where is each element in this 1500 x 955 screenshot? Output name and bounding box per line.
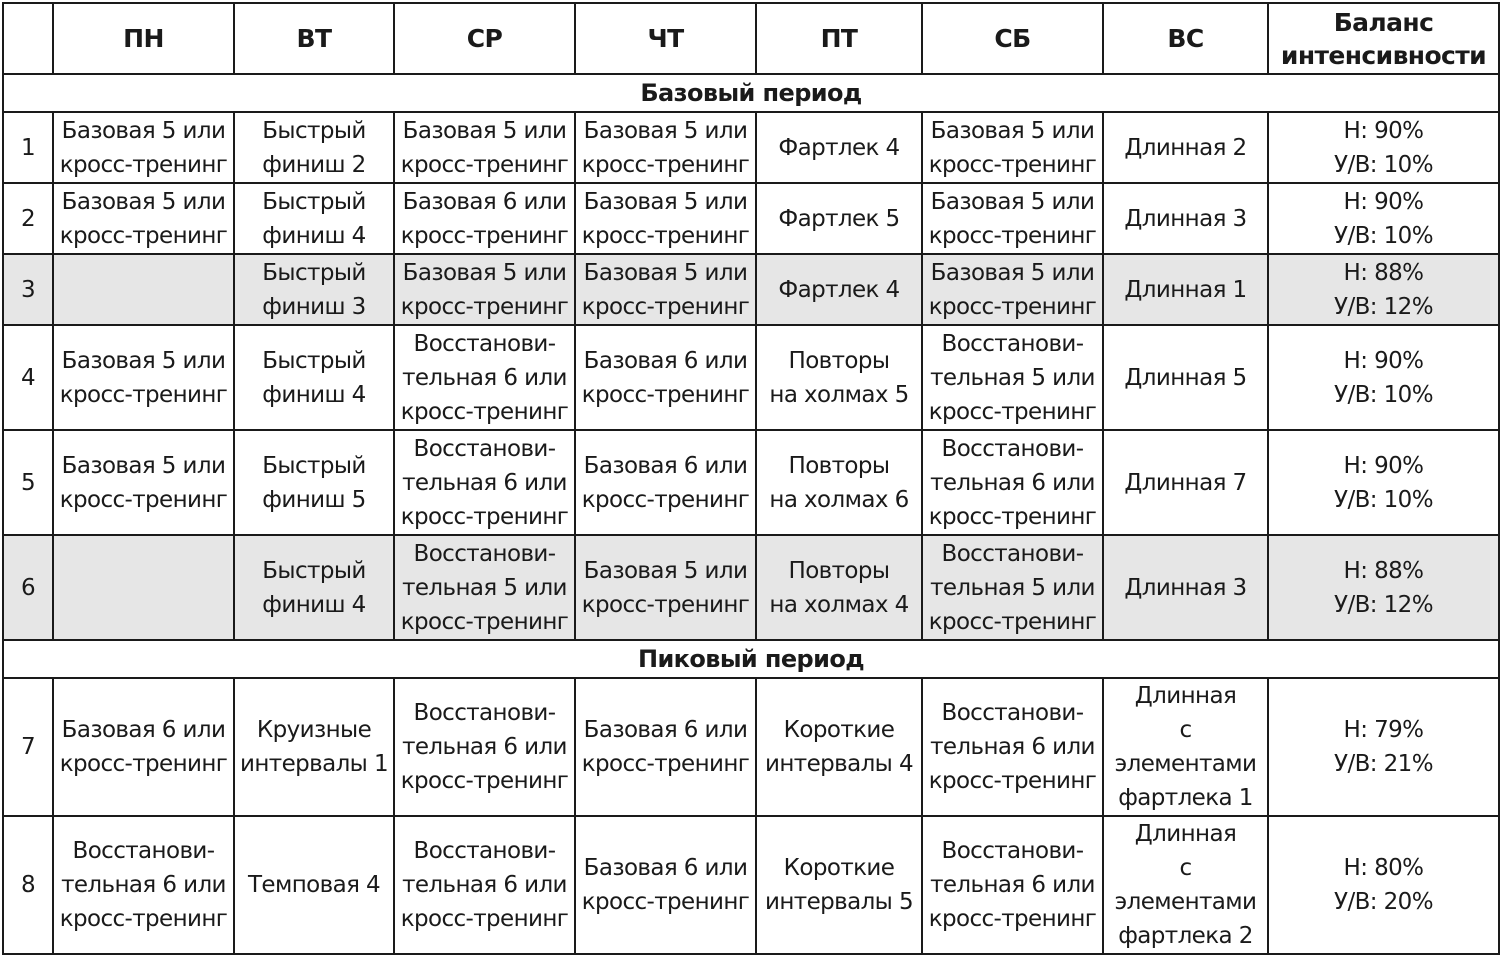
workout-cell-sat [922,430,1103,535]
workout-label: Восстанови- тельная 5 или кросс-тренинг [928,330,1097,425]
workout-label: Базовая 5 или кросс-тренинг [59,117,228,178]
workout-cell-sat [922,325,1103,430]
workout-label: Длинная 3 [1124,574,1247,601]
week-number: 1 [3,112,53,183]
workout-cell-sat [922,254,1103,325]
workout-label: Быстрый финиш 4 [262,188,366,249]
table-row [3,112,1499,183]
period-title-peak: Пиковый период [3,640,1499,678]
intensity-balance-cell [1268,325,1499,430]
header-balance-label: Баланс интенсивности [1280,7,1487,70]
workout-label: Базовая 5 или кросс-тренинг [400,259,569,320]
week-number: 2 [3,183,53,254]
workout-label: Повторы на холмах 5 [769,347,909,408]
workout-cell-fri [756,254,922,325]
workout-cell-fri [756,183,922,254]
table-row [3,183,1499,254]
workout-label: Базовая 6 или кросс-тренинг [581,855,750,915]
workout-cell-fri [756,535,922,640]
header-row [3,3,1499,74]
header-day-sun: ВС [1103,3,1268,74]
workout-label: Восстанови- тельная 6 или кросс-тренинг [928,700,1097,794]
workout-cell-wed [394,183,575,254]
workout-cell-tue [234,535,394,640]
workout-label: Базовая 5 или кросс-тренинг [581,188,750,249]
workout-cell-thu [575,678,756,816]
workout-label: Восстанови- тельная 6 или кросс-тренинг [400,838,569,932]
workout-label: Базовая 6 или кросс-тренинг [581,717,750,777]
table-row [3,430,1499,535]
workout-cell-thu [575,183,756,254]
workout-cell-sun [1103,325,1268,430]
workout-cell-mon [53,430,234,535]
workout-cell-wed [394,678,575,816]
table-row [3,678,1499,816]
period-row-peak [3,640,1499,678]
header-day-sat: СБ [922,3,1103,74]
workout-label: Восстанови- тельная 6 или кросс-тренинг [400,330,569,425]
intensity-balance-value: Н: 88% У/В: 12% [1334,557,1433,618]
workout-cell-tue [234,183,394,254]
workout-cell-mon [53,678,234,816]
intensity-balance-cell [1268,430,1499,535]
workout-label: Длинная 2 [1124,134,1247,161]
workout-label: Восстанови- тельная 6 или кросс-тренинг [928,435,1097,530]
workout-label: Восстанови- тельная 6 или кросс-тренинг [928,838,1097,932]
workout-cell-mon [53,535,234,640]
workout-label: Длинная с элементами фартлека 2 [1114,821,1257,949]
workout-label: Восстанови- тельная 6 или кросс-тренинг [400,700,569,794]
workout-cell-sun [1103,535,1268,640]
training-plan-container [2,2,1500,955]
intensity-balance-value: Н: 90% У/В: 10% [1334,347,1433,408]
intensity-balance-value: Н: 90% У/В: 10% [1334,117,1433,178]
workout-label: Базовая 5 или кросс-тренинг [581,259,750,320]
table-body [3,3,1499,954]
workout-cell-mon [53,183,234,254]
header-day-fri: ПТ [756,3,922,74]
workout-cell-sat [922,112,1103,183]
workout-cell-tue [234,816,394,954]
workout-label: Базовая 6 или кросс-тренинг [581,452,750,513]
workout-cell-sun [1103,430,1268,535]
workout-cell-fri [756,112,922,183]
workout-cell-wed [394,535,575,640]
workout-label: Базовая 5 или кросс-тренинг [59,452,228,513]
workout-label: Быстрый финиш 5 [262,452,366,513]
intensity-balance-cell [1268,112,1499,183]
workout-label: Повторы на холмах 6 [769,452,909,513]
workout-label: Длинная с элементами фартлека 1 [1114,683,1257,811]
workout-cell-mon [53,112,234,183]
week-number: 7 [3,678,53,816]
workout-label: Темповая 4 [247,872,381,898]
workout-label: Базовая 5 или кросс-тренинг [928,117,1097,178]
week-number: 5 [3,430,53,535]
workout-label: Короткие интервалы 5 [765,855,913,915]
table-row [3,254,1499,325]
workout-cell-sat [922,816,1103,954]
intensity-balance-value: Н: 88% У/В: 12% [1334,259,1433,320]
workout-cell-sat [922,535,1103,640]
workout-cell-wed [394,254,575,325]
workout-cell-sat [922,678,1103,816]
workout-label: Длинная 7 [1124,469,1247,496]
workout-cell-wed [394,430,575,535]
header-day-wed: СР [394,3,575,74]
workout-label: Базовая 5 или кросс-тренинг [59,188,228,249]
workout-label: Базовая 5 или кросс-тренинг [59,347,228,408]
workout-cell-tue [234,430,394,535]
workout-label: Круизные интервалы 1 [240,717,388,777]
intensity-balance-cell [1268,535,1499,640]
corner-cell [3,3,53,74]
workout-label: Восстанови- тельная 6 или кросс-тренинг [400,435,569,530]
period-title-base: Базовый период [3,74,1499,112]
workout-cell-tue [234,254,394,325]
workout-cell-tue [234,678,394,816]
week-number: 8 [3,816,53,954]
workout-cell-wed [394,325,575,430]
workout-label: Базовая 5 или кросс-тренинг [928,259,1097,320]
workout-label: Базовая 6 или кросс-тренинг [59,717,228,777]
week-number: 3 [3,254,53,325]
header-day-mon: ПН [53,3,234,74]
table-row [3,535,1499,640]
workout-label: Базовая 5 или кросс-тренинг [581,117,750,178]
intensity-balance-cell [1268,816,1499,954]
week-number: 6 [3,535,53,640]
workout-cell-sun [1103,816,1268,954]
workout-cell-sat [922,183,1103,254]
intensity-balance-cell [1268,678,1499,816]
workout-cell-wed [394,816,575,954]
intensity-balance-value: Н: 79% У/В: 21% [1334,717,1433,777]
workout-label: Базовая 5 или кросс-тренинг [928,188,1097,249]
period-row-base [3,74,1499,112]
workout-cell-thu [575,535,756,640]
workout-label: Быстрый финиш 2 [262,117,366,178]
workout-cell-thu [575,254,756,325]
workout-label: Восстанови- тельная 5 или кросс-тренинг [400,540,569,635]
workout-label: Длинная 1 [1124,276,1247,303]
header-day-thu: ЧТ [575,3,756,74]
workout-label: Длинная 3 [1124,205,1247,232]
intensity-balance-value: Н: 90% У/В: 10% [1334,188,1433,249]
workout-cell-mon [53,816,234,954]
intensity-balance-cell [1268,183,1499,254]
workout-cell-mon [53,254,234,325]
table-row [3,325,1499,430]
workout-cell-sun [1103,183,1268,254]
workout-cell-tue [234,325,394,430]
workout-label: Базовая 6 или кросс-тренинг [400,188,569,249]
workout-label: Фартлек 4 [778,276,900,303]
workout-cell-sun [1103,678,1268,816]
workout-label: Быстрый финиш 4 [262,347,366,408]
workout-cell-sun [1103,112,1268,183]
intensity-balance-value: Н: 80% У/В: 20% [1334,855,1433,915]
intensity-balance-value: Н: 90% У/В: 10% [1334,452,1433,513]
workout-cell-wed [394,112,575,183]
workout-cell-thu [575,430,756,535]
training-plan-table [2,2,1500,955]
week-number: 4 [3,325,53,430]
workout-label: Восстанови- тельная 5 или кросс-тренинг [928,540,1097,635]
workout-cell-tue [234,112,394,183]
workout-cell-fri [756,678,922,816]
workout-cell-thu [575,325,756,430]
workout-cell-thu [575,112,756,183]
workout-cell-sun [1103,254,1268,325]
workout-cell-fri [756,816,922,954]
workout-label: Короткие интервалы 4 [765,717,913,777]
table-row [3,816,1499,954]
workout-cell-fri [756,325,922,430]
workout-label: Длинная 5 [1124,364,1247,391]
workout-label: Базовая 5 или кросс-тренинг [400,117,569,178]
header-day-tue: ВТ [234,3,394,74]
intensity-balance-cell [1268,254,1499,325]
workout-label: Фартлек 4 [778,134,900,161]
workout-label: Базовая 5 или кросс-тренинг [581,557,750,618]
workout-cell-fri [756,430,922,535]
workout-label: Фартлек 5 [778,205,900,232]
workout-cell-mon [53,325,234,430]
workout-label: Восстанови- тельная 6 или кросс-тренинг [59,838,228,932]
workout-label: Быстрый финиш 4 [262,557,366,618]
workout-label: Быстрый финиш 3 [262,259,366,320]
header-balance [1268,3,1499,74]
workout-label: Базовая 6 или кросс-тренинг [581,347,750,408]
workout-label: Повторы на холмах 4 [769,557,909,618]
workout-cell-thu [575,816,756,954]
